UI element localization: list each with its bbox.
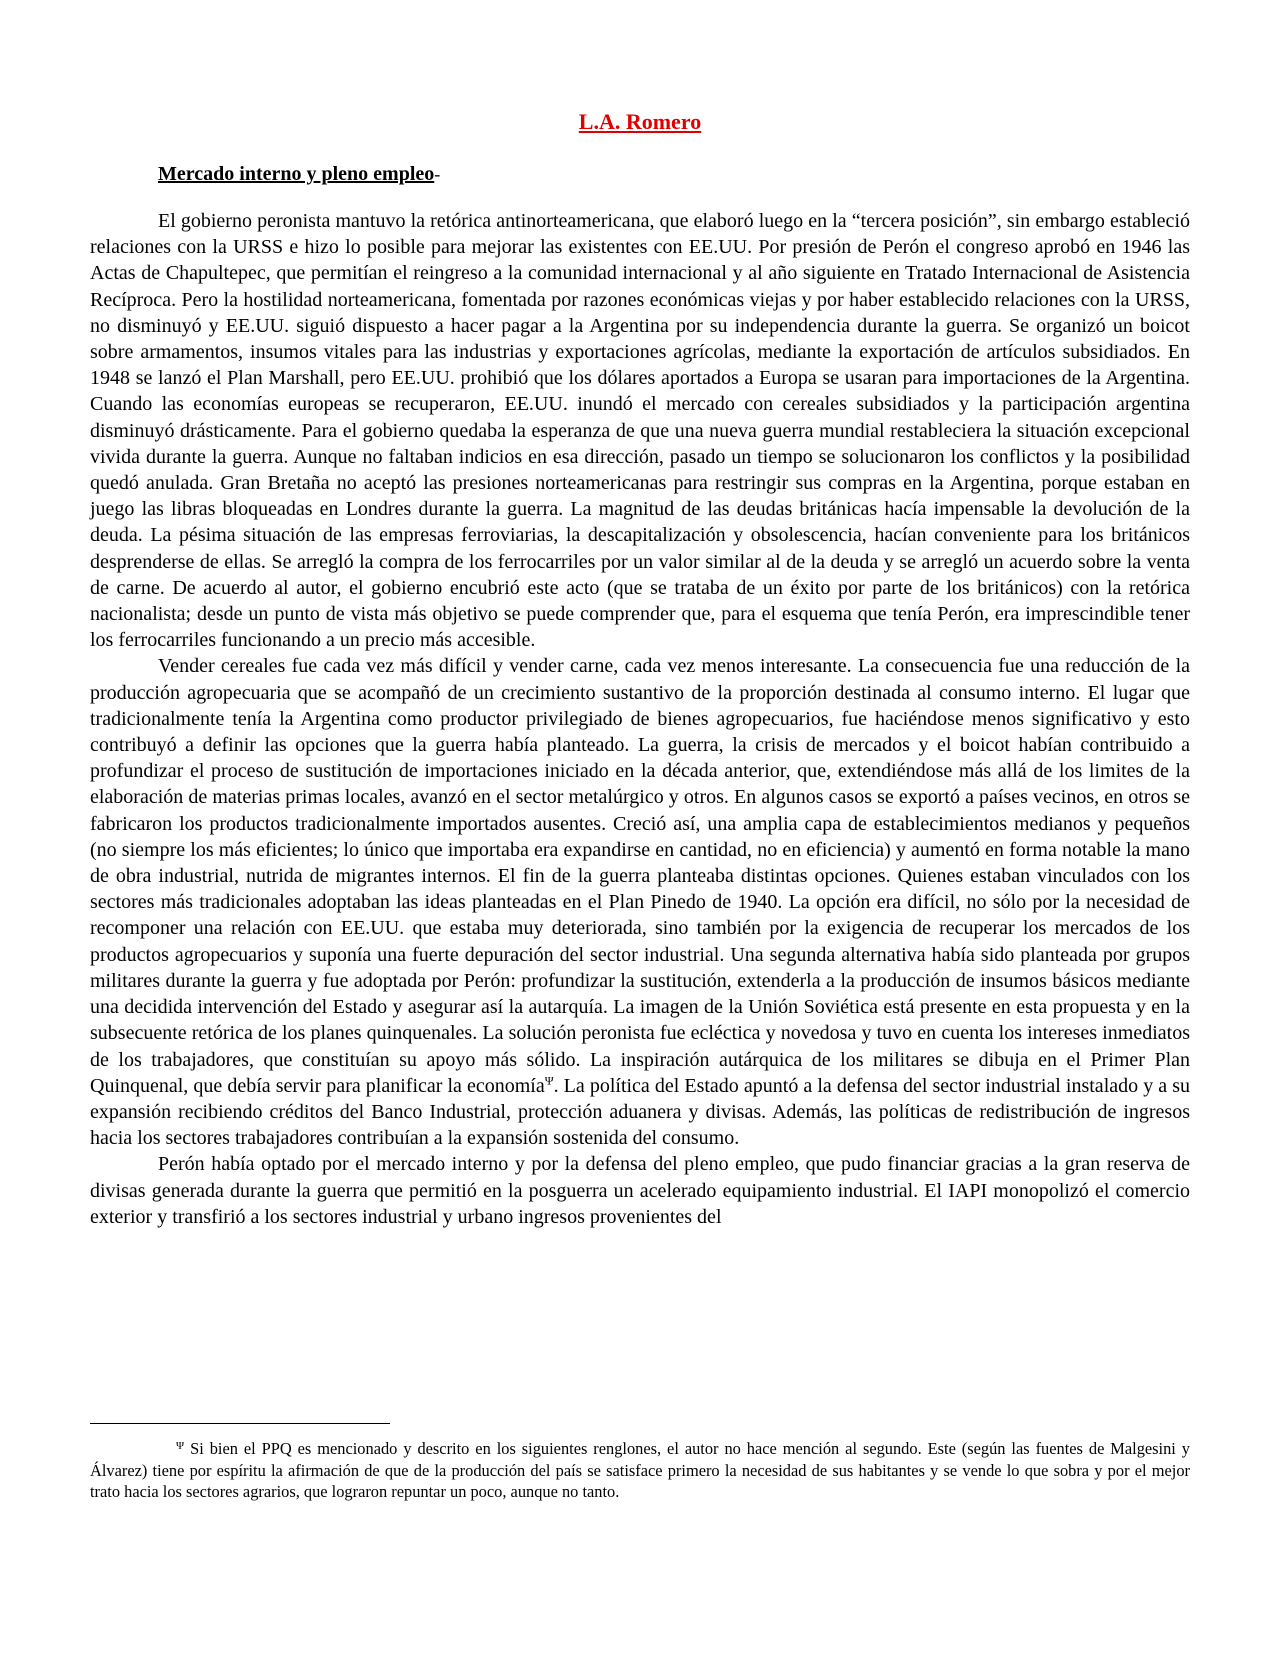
paragraph-2-text-b: . La política del Estado apuntó a la defensa del sector industrial instalado y a su expansión recibiendo créditos del Banco Industrial, protección aduanera y divisas. Además, las políticas de redistribución de ingresos hacia los sectores trabajadores contribuían a la expansión sostenida del consumo. [90, 1074, 1190, 1150]
paragraph-1 [90, 208, 1190, 653]
paragraph-2-text-a: Vender cereales fue cada vez más difícil y vender carne, cada vez menos interesante. La consecuencia fue una reducción de la producción agropecuaria que se acompañó de un crecimiento sustantivo de la proporción destinada al consumo interno. El lugar que tradicionalmente tenía la Argentina como productor privilegiado de bienes agropecuarios, fue haciéndose menos significativo y esto contribuyó a definir las opciones que la guerra había planteado. La guerra, la crisis de mercados y el boicot habían contribuido a profundizar el proceso de sustitución de importaciones iniciado en la década anterior, que, extendiéndose más allá de los limites de la elaboración de materias primas locales, avanzó en el sector metalúrgico y otros. En algunos casos se exportó a países vecinos, en otros se fabricaron los productos tradicionalmente importados ausentes. Creció así, una amplia capa de establecimientos medianos y pequeños (no siempre los más eficientes; lo único que importaba era expandirse en cantidad, no en eficiencia) y aumentó en forma notable la mano de obra industrial, nutrida de migrantes internos. El fin de la guerra planteaba distintas opciones. Quienes estaban vinculados con los sectores más tradicionales adoptaban las ideas planteadas en el Plan Pinedo de 1940. La opción era difícil, no sólo por la necesidad de recomponer una relación con EE.UU. que estaba muy deteriorada, sino también por la exigencia de recuperar los mercados de los productos agropecuarios y suponía una fuerte depuración del sector industrial. Una segunda alternativa había sido planteada por grupos militares durante la guerra y fue adoptada por Perón: profundizar la sustitución, extenderla a la producción de insumos básicos mediante una decidida intervención del Estado y asegurar así la autarquía. La imagen de la Unión Soviética está presente en esta propuesta y en la subsecuente retórica de los planes quinquenales. La solución peronista fue ecléctica y novedosa y tuvo en cuenta los intereses inmediatos de los trabajadores, que constituían su apoyo más sólido. La inspiración autárquica de los militares se dibuja en el Primer Plan Quinquenal, que debía servir para planificar la economía [90, 655, 1190, 1097]
paragraph-2 [90, 653, 1190, 1151]
section-heading-mark: - [434, 164, 441, 184]
section-heading-text: Mercado interno y pleno empleo [158, 163, 435, 185]
document-page [90, 110, 1190, 1230]
author-title: L.A. Romero [578, 109, 702, 134]
paragraph-3 [90, 1151, 1190, 1230]
paragraph-3-text: Perón había optado por el mercado interno y por la defensa del pleno empleo, que pudo financiar gracias a la gran reserva de divisas generada durante la guerra que permitió en la posguerra un acelerado equipamiento industrial. El IAPI monopolizó el comercio exterior y transfirió a los sectores industrial y urbano ingresos provenientes del [90, 1153, 1190, 1228]
footnote-mark: Ψ [176, 1440, 185, 1452]
section-heading [158, 162, 1190, 186]
footnote [90, 1436, 1190, 1503]
footnote-reference[interactable]: Ψ [544, 1073, 554, 1088]
footnote-separator [90, 1423, 390, 1424]
paragraph-1-text: El gobierno peronista mantuvo la retórica antinorteamericana, que elaboró luego en la “tercera posición”, sin embargo estableció relaciones con la URSS e hizo lo posible para mejorar las existentes con EE.UU. Por presión de Perón el congreso aprobó en 1946 las Actas de Chapultepec, que permitían el reingreso a la comunidad internacional y al año siguiente en Tratado Internacional de Asistencia Recíproca. Pero la hostilidad norteamericana, fomentada por razones económicas viejas y por haber establecido relaciones con la URSS, no disminuyó y EE.UU. siguió dispuesto a hacer pagar a la Argentina por su independencia durante la guerra. Se organizó un boicot sobre armamentos, insumos vitales para las industrias y exportaciones agrícolas, mediante la exportación de artículos subsidiados. En 1948 se lanzó el Plan Marshall, pero EE.UU. prohibió que los dólares aportados a Europa se usaran para importaciones de la Argentina. Cuando las economías europeas se recuperaron, EE.UU. inundó el mercado con cereales subsidiados y la participación argentina disminuyó drásticamente. Para el gobierno quedaba la esperanza de que una nueva guerra mundial restableciera la situación excepcional vivida durante la guerra. Aunque no faltaban indicios en esa dirección, pasado un tiempo se solucionaron los conflictos y la posibilidad quedó anulada. Gran Bretaña no aceptó las presiones norteamericanas para restringir sus compras en la Argentina, porque estaban en juego las libras bloqueadas en Londres durante la guerra. La magnitud de las deudas británicas hacía impensable la devolución de la deuda. La pésima situación de las empresas ferroviarias, la descapitalización y obsolescencia, hacían conveniente para los británicos desprenderse de ellas. Se arregló la compra de los ferrocarriles por un valor similar al de la deuda y se arregló un acuerdo sobre la venta de carne. De acuerdo al autor, el gobierno encubrió este acto (que se trataba de un éxito por parte de los británicos) con la retórica nacionalista; desde un punto de vista más objetivo se puede comprender que, para el esquema que tenía Perón, era imprescindible tener los ferrocarriles funcionando a un precio más accesible. [90, 210, 1190, 652]
footnote-text: Si bien el PPQ es mencionado y descrito en los siguientes renglones, el autor no hace mención al segundo. Este (según las fuentes de Malgesini y Álvarez) tiene por espíritu la afirmación de que de la producción del país se satisface primero la necesidad de sus habitantes y se vende lo que sobra y por el mejor trato hacia los sectores agrarios, que lograron repuntar un poco, aunque no tanto. [90, 1439, 1190, 1501]
